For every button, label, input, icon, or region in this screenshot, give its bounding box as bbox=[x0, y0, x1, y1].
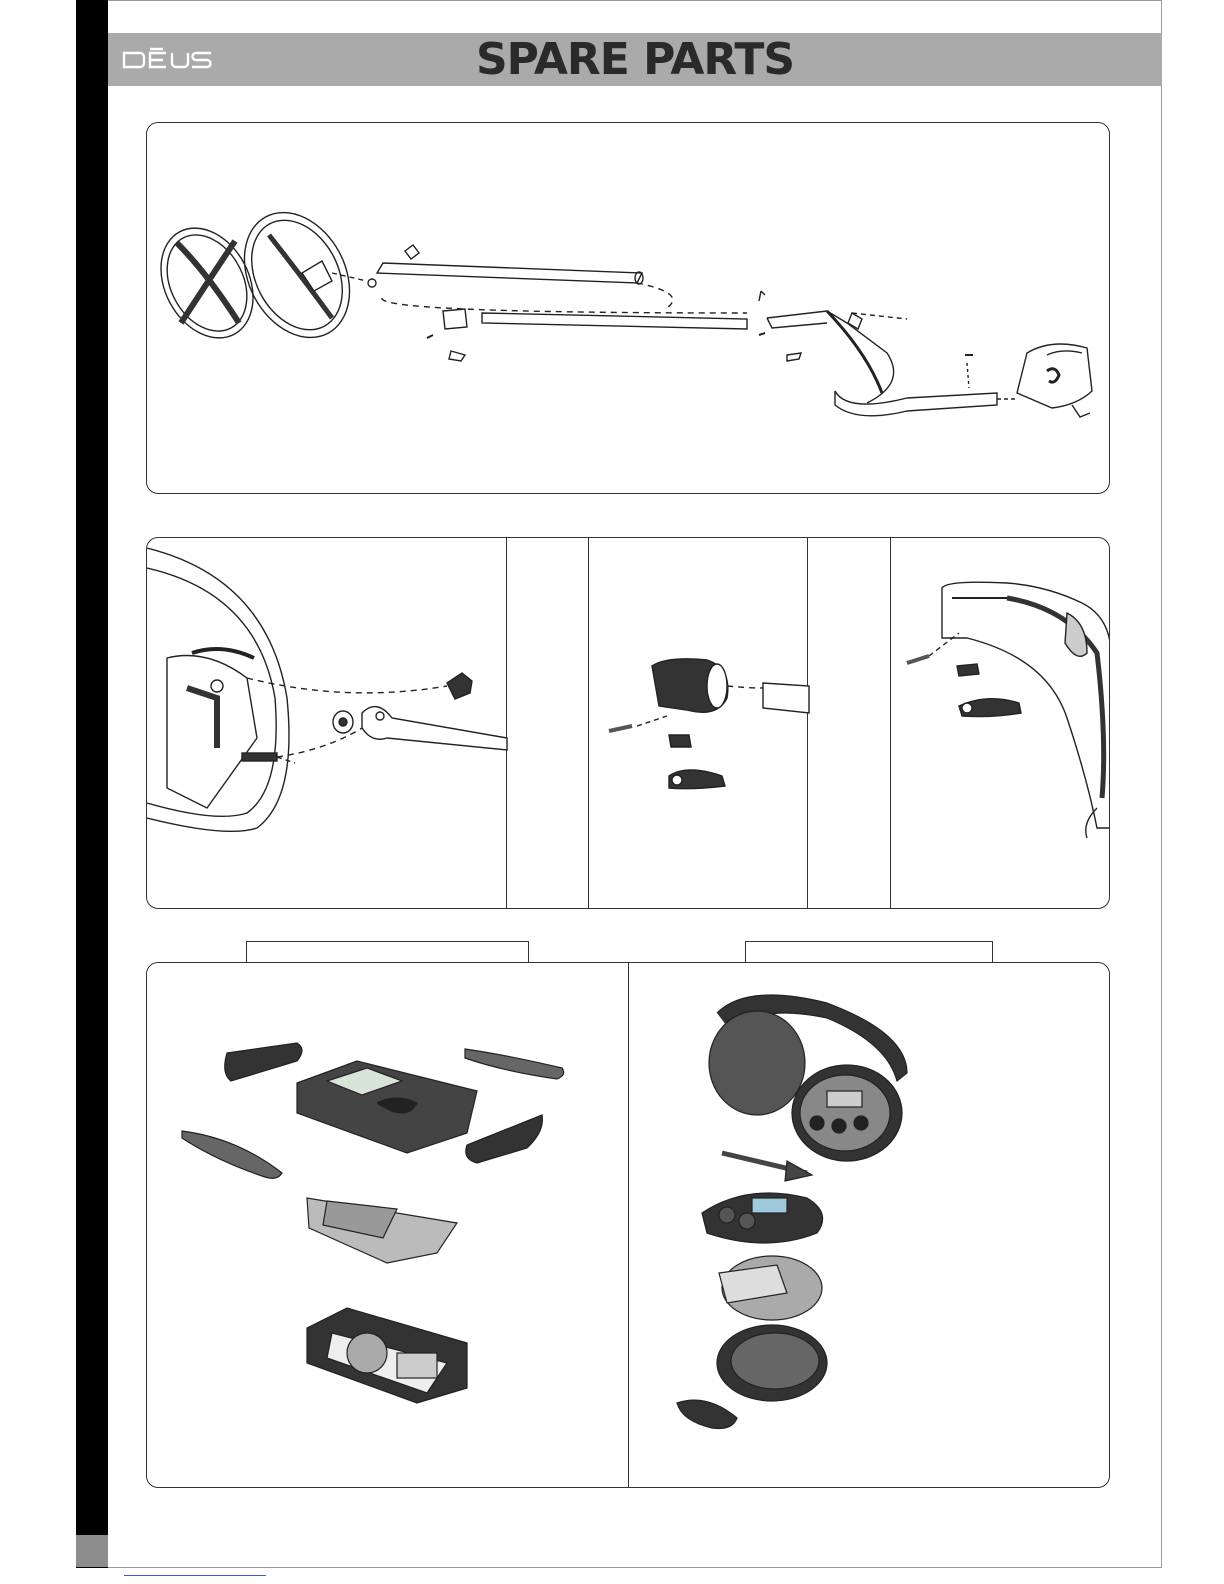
page-title: SPARE PARTS bbox=[475, 34, 795, 85]
shaft-lock-detail bbox=[609, 659, 809, 789]
header-band bbox=[108, 33, 1162, 86]
headphone-tab-label bbox=[745, 941, 993, 962]
detail-illustrations bbox=[147, 538, 1110, 909]
exploded-detector-assembly bbox=[147, 123, 1111, 495]
armrest-lock-detail bbox=[907, 582, 1110, 838]
remote-control-exploded bbox=[182, 1043, 564, 1403]
headphone-module-exploded bbox=[677, 995, 907, 1429]
left-margin-bar bbox=[76, 0, 108, 1568]
footer-link-underline bbox=[124, 1575, 266, 1576]
page-corner-tab bbox=[76, 1535, 108, 1567]
remote-tab-label bbox=[246, 941, 529, 962]
coil-fixing-detail bbox=[147, 548, 507, 831]
remote-headphone-panel bbox=[146, 962, 1110, 1488]
overview-panel bbox=[146, 122, 1110, 494]
remote-headphone-illustrations bbox=[147, 963, 1111, 1489]
detail-panel bbox=[146, 537, 1110, 909]
